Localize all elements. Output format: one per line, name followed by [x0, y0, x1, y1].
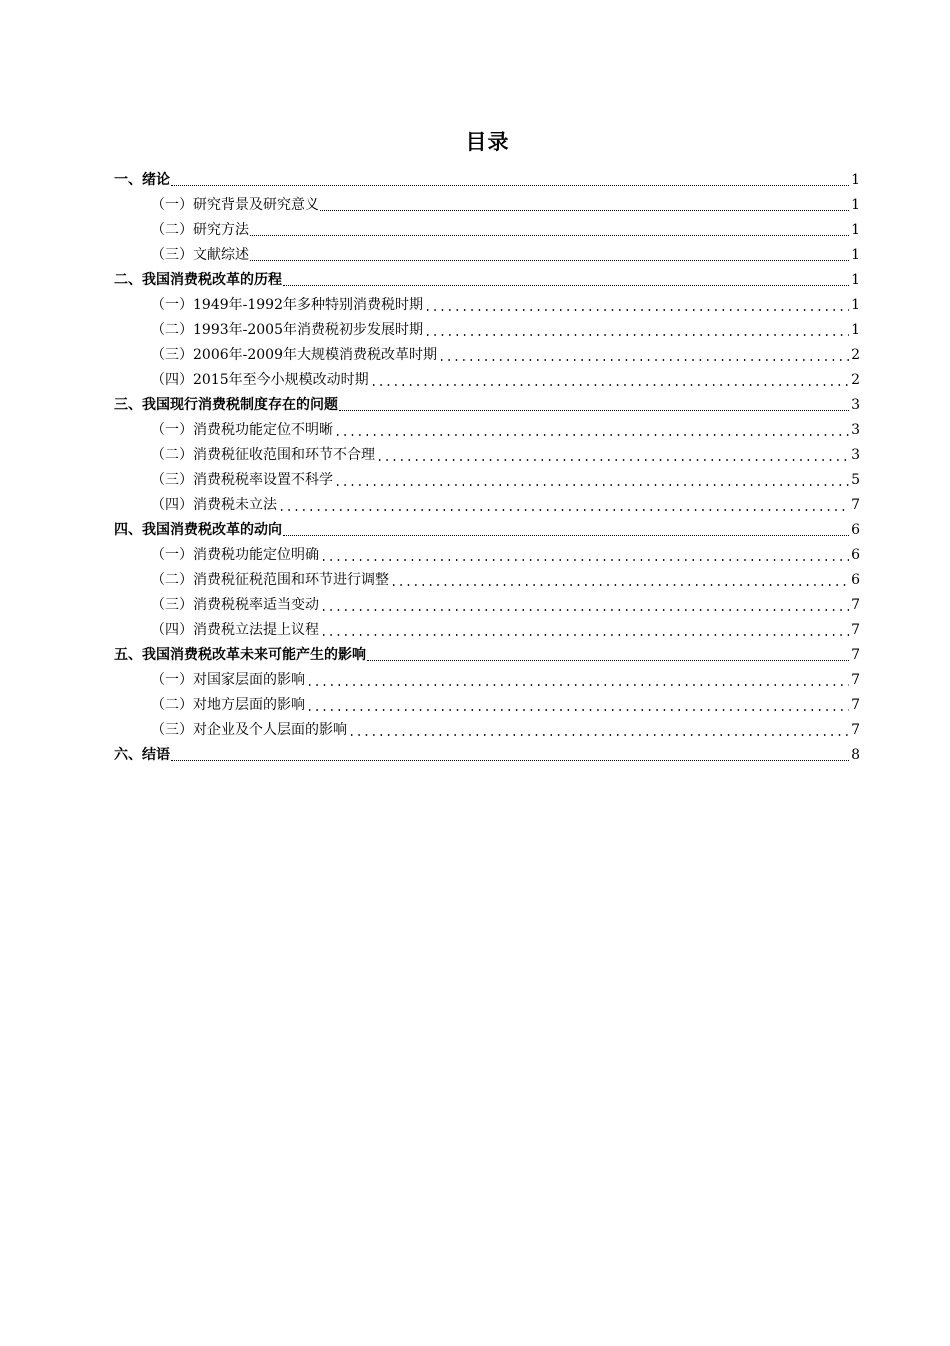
toc-page-number: 2 — [851, 372, 860, 388]
toc-dot-leader — [306, 684, 849, 686]
toc-chapter-entry[interactable] — [114, 743, 860, 768]
toc-page-number: 7 — [851, 497, 860, 513]
toc-page-number: 1 — [851, 247, 860, 263]
toc-chapter-entry[interactable] — [114, 643, 860, 668]
toc-section-entry[interactable] — [114, 243, 860, 268]
toc-chapter-entry[interactable] — [114, 518, 860, 543]
toc-page-number: 3 — [851, 422, 860, 438]
toc-dot-leader — [250, 259, 849, 261]
toc-entry-label: （二）消费税征税范围和环节进行调整 — [151, 572, 389, 588]
toc-entry-label: 五、我国消费税改革未来可能产生的影响 — [114, 647, 366, 663]
toc-dot-leader — [171, 759, 849, 761]
toc-entry-label: （一）消费税功能定位不明晰 — [151, 422, 333, 438]
toc-page-number: 3 — [851, 397, 860, 413]
toc-page-number: 1 — [851, 172, 860, 188]
toc-entry-label: （一）1949年-1992年多种特别消费税时期 — [151, 297, 423, 313]
toc-dot-leader — [370, 384, 849, 386]
toc-page-number: 7 — [851, 672, 860, 688]
toc-dot-leader — [339, 409, 849, 411]
toc-section-entry[interactable] — [114, 443, 860, 468]
toc-chapter-entry[interactable] — [114, 168, 860, 193]
toc-entry-label: （一）对国家层面的影响 — [151, 672, 305, 688]
toc-page-number: 7 — [851, 622, 860, 638]
toc-dot-leader — [424, 309, 849, 311]
toc-entry-label: （三）消费税税率设置不科学 — [151, 472, 333, 488]
toc-entry-label: 六、结语 — [114, 747, 170, 763]
toc-section-entry[interactable] — [114, 618, 860, 643]
toc-dot-leader — [334, 434, 849, 436]
toc-page-number: 1 — [851, 272, 860, 288]
toc-section-entry[interactable] — [114, 543, 860, 568]
toc-chapter-entry[interactable] — [114, 393, 860, 418]
toc-page-number: 7 — [851, 647, 860, 663]
toc-title: 目录 — [465, 130, 510, 154]
toc-page-number: 6 — [851, 522, 860, 538]
toc-chapter-entry[interactable] — [114, 268, 860, 293]
toc-dot-leader — [306, 709, 849, 711]
toc-entry-label: （三）2006年-2009年大规模消费税改革时期 — [151, 347, 437, 363]
toc-entry-label: （一）消费税功能定位明确 — [151, 547, 319, 563]
toc-dot-leader — [283, 284, 849, 286]
toc-section-entry[interactable] — [114, 668, 860, 693]
toc-entry-label: （三）对企业及个人层面的影响 — [151, 722, 347, 738]
toc-entry-label: （四）消费税立法提上议程 — [151, 622, 319, 638]
toc-page-number: 7 — [851, 597, 860, 613]
toc-section-entry[interactable] — [114, 318, 860, 343]
toc-section-entry[interactable] — [114, 718, 860, 743]
toc-section-entry[interactable] — [114, 468, 860, 493]
toc-entry-label: （三）消费税税率适当变动 — [151, 597, 319, 613]
toc-section-entry[interactable] — [114, 343, 860, 368]
toc-entry-label: （二）研究方法 — [151, 222, 249, 238]
toc-dot-leader — [320, 609, 849, 611]
toc-page-number: 5 — [851, 472, 860, 488]
toc-dot-leader — [320, 634, 849, 636]
toc-entry-label: （二）1993年-2005年消费税初步发展时期 — [151, 322, 423, 338]
toc-dot-leader — [424, 334, 849, 336]
toc-page-number: 2 — [851, 347, 860, 363]
toc-section-entry[interactable] — [114, 693, 860, 718]
toc-list — [114, 168, 860, 768]
toc-page-number: 1 — [851, 197, 860, 213]
toc-section-entry[interactable] — [114, 193, 860, 218]
toc-dot-leader — [376, 459, 849, 461]
toc-entry-label: （三）文献综述 — [151, 247, 249, 263]
toc-dot-leader — [367, 659, 849, 661]
toc-entry-label: （四）2015年至今小规模改动时期 — [151, 372, 369, 388]
toc-dot-leader — [438, 359, 849, 361]
toc-page-number: 1 — [851, 297, 860, 313]
toc-entry-label: （二）对地方层面的影响 — [151, 697, 305, 713]
toc-entry-label: （一）研究背景及研究意义 — [151, 197, 319, 213]
toc-section-entry[interactable] — [114, 368, 860, 393]
toc-section-entry[interactable] — [114, 568, 860, 593]
toc-dot-leader — [278, 509, 849, 511]
toc-page-number: 6 — [851, 572, 860, 588]
toc-dot-leader — [334, 484, 849, 486]
toc-entry-label: （二）消费税征收范围和环节不合理 — [151, 447, 375, 463]
toc-dot-leader — [320, 559, 849, 561]
toc-dot-leader — [348, 734, 849, 736]
toc-page-number: 1 — [851, 222, 860, 238]
toc-page-number: 7 — [851, 722, 860, 738]
toc-page-number: 7 — [851, 697, 860, 713]
toc-dot-leader — [390, 584, 849, 586]
toc-entry-label: 三、我国现行消费税制度存在的问题 — [114, 397, 338, 413]
toc-page-number: 8 — [851, 747, 860, 763]
toc-section-entry[interactable] — [114, 218, 860, 243]
toc-section-entry[interactable] — [114, 418, 860, 443]
toc-section-entry[interactable] — [114, 293, 860, 318]
toc-section-entry[interactable] — [114, 493, 860, 518]
toc-section-entry[interactable] — [114, 593, 860, 618]
toc-page-number: 1 — [851, 322, 860, 338]
toc-entry-label: 二、我国消费税改革的历程 — [114, 272, 282, 288]
toc-dot-leader — [320, 209, 849, 211]
toc-dot-leader — [250, 234, 849, 236]
toc-entry-label: 一、绪论 — [114, 172, 170, 188]
toc-entry-label: （四）消费税未立法 — [151, 497, 277, 513]
toc-dot-leader — [171, 184, 849, 186]
toc-page-number: 3 — [851, 447, 860, 463]
toc-page-number: 6 — [851, 547, 860, 563]
toc-entry-label: 四、我国消费税改革的动向 — [114, 522, 282, 538]
toc-dot-leader — [283, 534, 849, 536]
